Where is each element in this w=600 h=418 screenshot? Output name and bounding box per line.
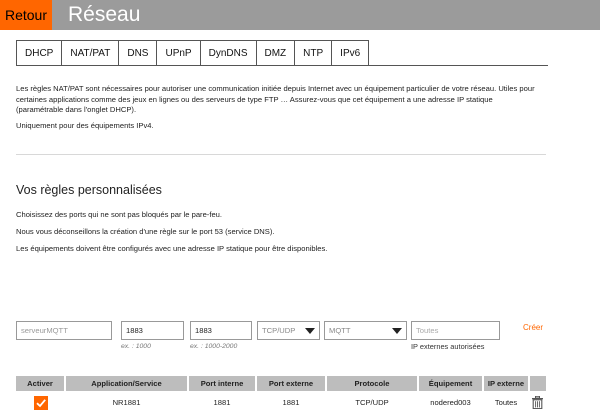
tab-nat-pat[interactable]: NAT/PAT xyxy=(61,40,118,66)
tab-dmz[interactable]: DMZ xyxy=(256,40,295,66)
tab-dhcp[interactable]: DHCP xyxy=(16,40,61,66)
intro-text: Les règles NAT/PAT sont nécessaires pour autoriser une communication initiée depuis Internet avec un équipement particulier de votre réseau. Utiles pour certaines applications comme des jeux en lignes ou des serveurs de type FTP … Assurez-vous que cet équipement a une adresse IP statique (paramétrable dans l'onglet DHCP). xyxy=(16,84,535,114)
internal-port-input[interactable]: 1883 xyxy=(121,321,184,340)
internal-port-hint: ex. : 1000 xyxy=(121,343,151,350)
external-ip-hint: IP externes autorisées xyxy=(411,342,485,351)
rules-info-ports: Choisissez des ports qui ne sont pas bloqués par le pare-feu. xyxy=(16,210,222,219)
caret-down-icon xyxy=(392,328,402,334)
application-input[interactable]: serveurMQTT xyxy=(16,321,112,340)
create-button[interactable]: Créer xyxy=(523,323,544,332)
protocol-select-value: TCP/UDP xyxy=(262,326,296,335)
external-port-hint: ex. : 1000-2000 xyxy=(190,343,238,350)
cell-application: NR1881 xyxy=(112,398,141,407)
trash-icon xyxy=(532,396,543,409)
rules-table-header xyxy=(16,376,546,391)
protocol-select[interactable] xyxy=(257,321,320,340)
cell-external-ip: Toutes xyxy=(494,398,518,407)
back-button[interactable]: Retour xyxy=(0,0,52,30)
header-internal-port: Port interne xyxy=(189,376,255,391)
tab-dns[interactable]: DNS xyxy=(118,40,156,66)
ipv4-note: Uniquement pour des équipements IPv4. xyxy=(16,121,154,130)
section-title: Vos règles personnalisées xyxy=(16,183,162,197)
cell-delete xyxy=(530,393,546,413)
cell-protocol: TCP/UDP xyxy=(355,398,389,407)
rules-info-dns: Nous vous déconseillons la création d'une règle sur le port 53 (service DNS). xyxy=(16,227,275,236)
header-delete xyxy=(530,376,546,391)
device-select-value: MQTT xyxy=(329,326,351,335)
external-ip-input[interactable]: Toutes xyxy=(411,321,500,340)
tab-ntp[interactable]: NTP xyxy=(294,40,331,66)
header-device: Équipement xyxy=(419,376,482,391)
delete-rule-button[interactable] xyxy=(532,396,543,417)
header-active: Activer xyxy=(16,376,64,391)
check-icon xyxy=(34,396,48,410)
active-checkbox[interactable] xyxy=(34,396,48,410)
external-port-input[interactable]: 1883 xyxy=(190,321,252,340)
section-divider xyxy=(16,154,546,155)
header-external-ip: IP externe xyxy=(484,376,528,391)
page-header xyxy=(0,0,600,30)
header-external-port: Port externe xyxy=(257,376,325,391)
tab-underline xyxy=(16,65,548,66)
page-title: Réseau xyxy=(68,3,141,26)
cell-external-port: 1881 xyxy=(282,398,300,407)
header-application: Application/Service xyxy=(66,376,187,391)
tab-ipv6[interactable]: IPv6 xyxy=(331,40,369,66)
tab-bar xyxy=(16,40,369,66)
cell-active xyxy=(16,393,64,413)
device-select[interactable] xyxy=(324,321,407,340)
table-row xyxy=(16,393,546,413)
cell-internal-port: 1881 xyxy=(213,398,231,407)
tab-dyndns[interactable]: DynDNS xyxy=(200,40,256,66)
cell-device: nodered003 xyxy=(430,398,471,407)
caret-down-icon xyxy=(305,328,315,334)
header-protocol: Protocole xyxy=(327,376,417,391)
rules-info-static-ip: Les équipements doivent être configurés avec une adresse IP statique pour être disponibles. xyxy=(16,244,328,253)
tab-upnp[interactable]: UPnP xyxy=(156,40,199,66)
